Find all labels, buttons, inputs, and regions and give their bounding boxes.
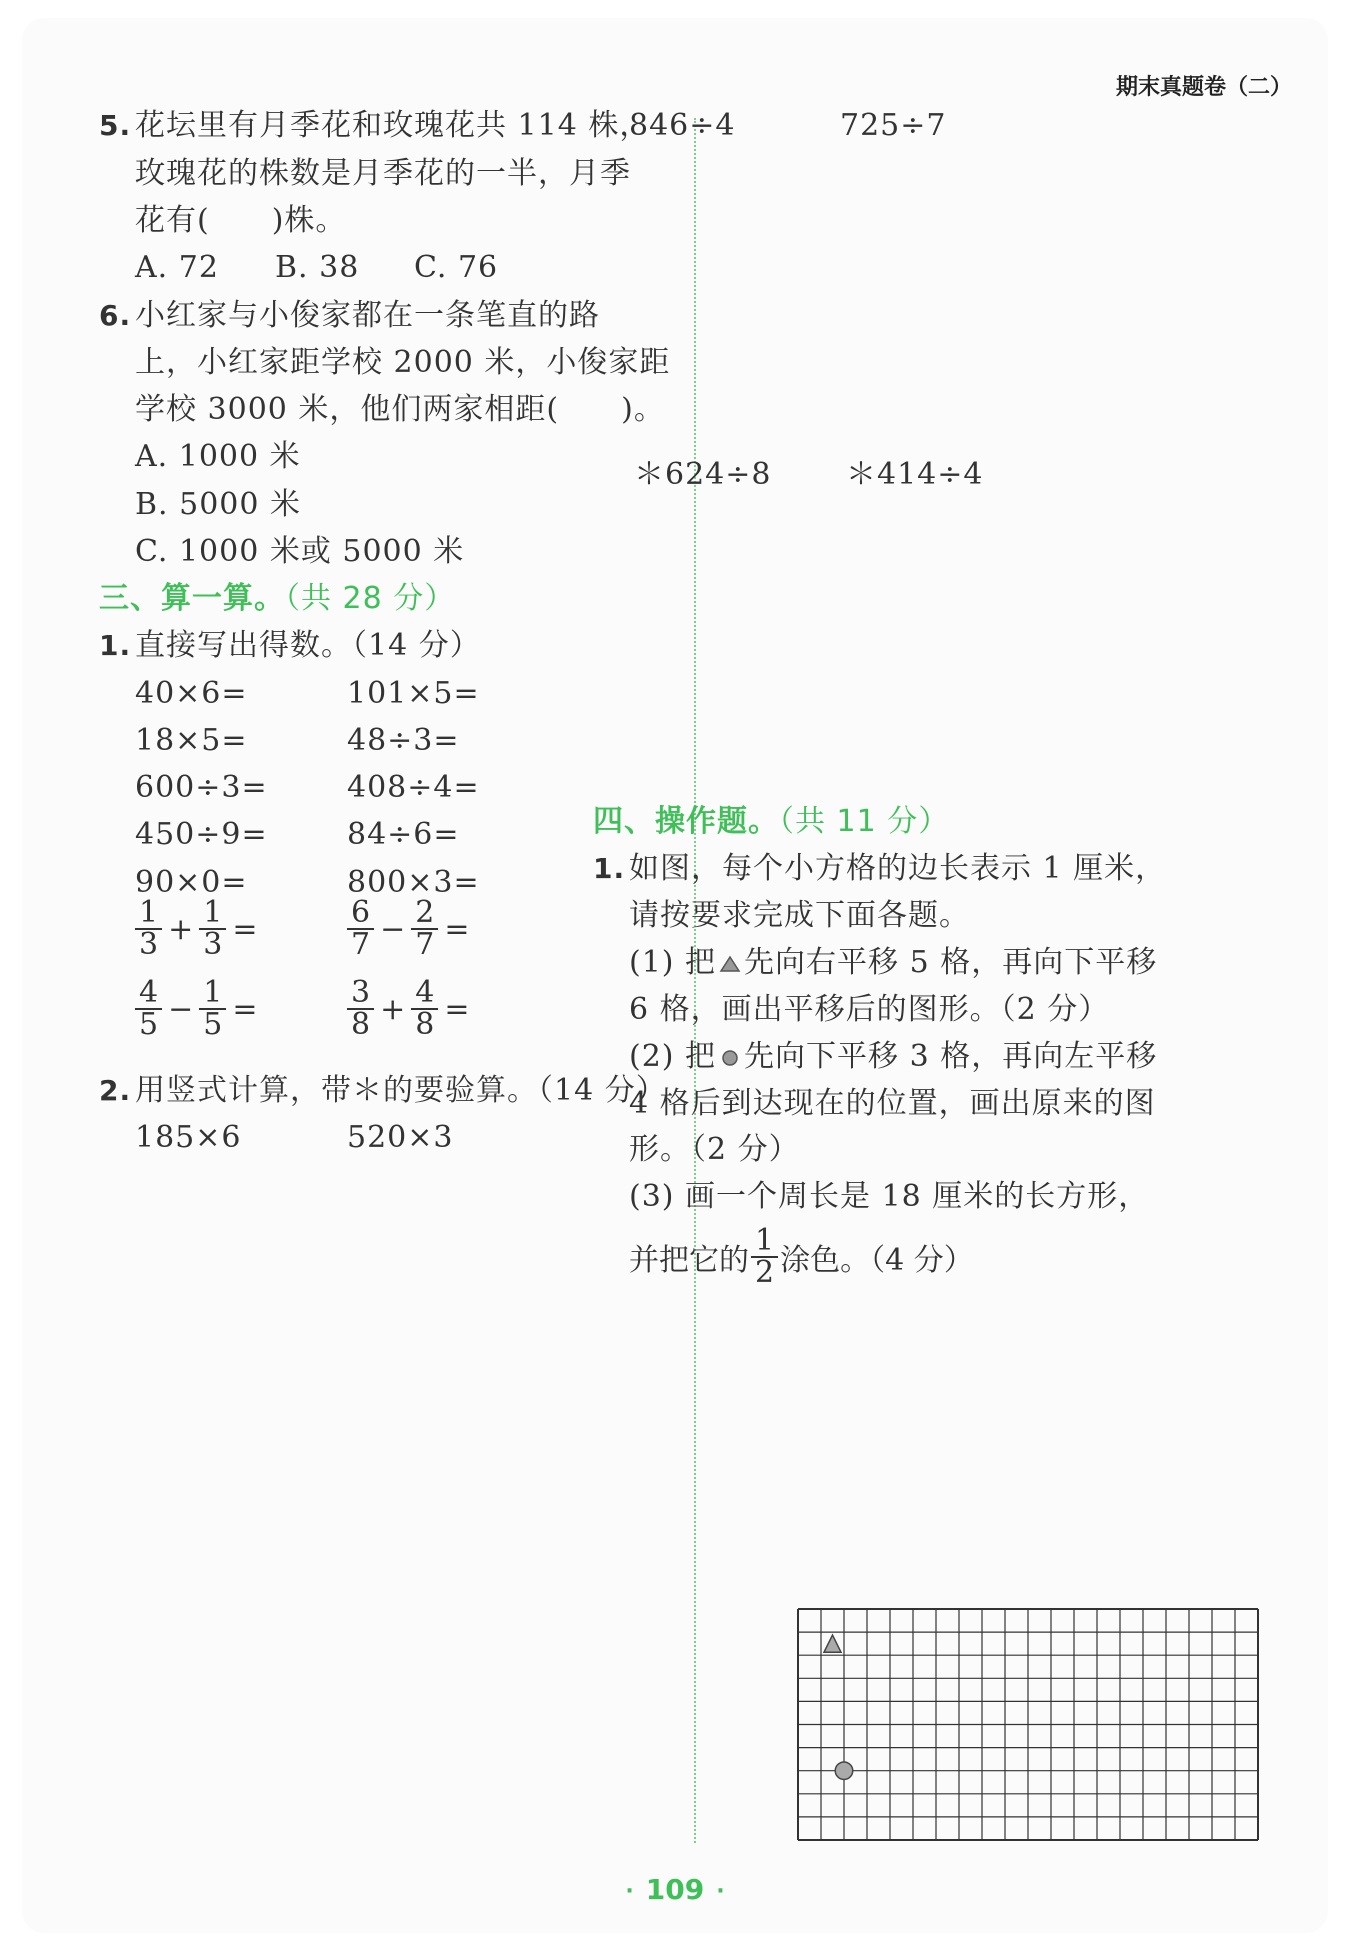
option-c: C. 76 xyxy=(414,250,499,285)
grid-circle-icon xyxy=(835,1762,852,1779)
vertical-calc-item: 520×3 xyxy=(347,1120,454,1155)
grid-triangle-icon xyxy=(824,1635,841,1652)
option-b: B. 5000 米 xyxy=(135,487,302,522)
calc-item: 84÷6= xyxy=(347,817,460,852)
section-heading xyxy=(99,579,455,619)
vertical-calc-item: 846÷4 xyxy=(629,108,736,143)
exam-title: 期末真题卷（二） xyxy=(1115,75,1292,100)
sub-question-2: (2) 把 先向下平移 3 格，再向左平移 xyxy=(629,1039,1158,1074)
calc-item: 450÷9= xyxy=(135,817,268,852)
calc-item: 408÷4= xyxy=(347,770,480,805)
section-title: 三、算一算。 xyxy=(99,581,285,616)
section-points: （共 28 分） xyxy=(285,581,456,616)
fraction: 3 8 xyxy=(347,978,374,1040)
question-number: 1. xyxy=(99,629,132,662)
option-a: A. 72 xyxy=(135,250,219,285)
fraction-expression: 6 7 − $\frac{2}{7}$ = xyxy=(345,898,473,960)
circle-icon xyxy=(719,1047,741,1069)
section-points: （共 11 分） xyxy=(779,804,950,839)
fraction: 1 2 xyxy=(751,1226,778,1288)
section-heading xyxy=(593,802,949,842)
vertical-calc-item: 185×6 xyxy=(135,1120,242,1155)
calc-item: 800×3= xyxy=(347,865,480,900)
sub-question-3: (3) 画一个周长是 18 厘米的长方形， xyxy=(629,1179,1150,1214)
calc-item: 40×6= xyxy=(135,676,248,711)
grid-svg xyxy=(797,1608,1259,1841)
vertical-calc-item: ＊414÷4 xyxy=(846,457,984,492)
question-text: 请按要求完成下面各题。 xyxy=(629,898,970,933)
question-text: 上，小红家距学校 2000 米，小俊家距 xyxy=(135,345,671,380)
question-text: 花有( )株。 xyxy=(135,203,347,238)
sub-question-3-line2: 并把它的 1 2 涂色。（4 分） xyxy=(629,1223,974,1290)
option-b: B. 38 xyxy=(275,250,360,285)
fraction: $\frac{1}{3}$ xyxy=(199,898,226,960)
fraction-expression: 4 5 − $\frac{1}{5}$ = xyxy=(133,978,261,1040)
fraction: 4 5 xyxy=(135,978,162,1040)
question-number: 5. xyxy=(99,109,132,142)
calc-item: 18×5= xyxy=(135,723,248,758)
question-text: 玫瑰花的株数是月季花的一半，月季 xyxy=(135,156,631,191)
question-text: 4 格后到达现在的位置，画出原来的图 xyxy=(629,1086,1156,1121)
option-a: A. 1000 米 xyxy=(135,439,301,474)
question-number: 6. xyxy=(99,299,132,332)
vertical-calc-item: ＊624÷8 xyxy=(634,457,772,492)
fraction: $\frac{4}{8}$ xyxy=(411,978,438,1040)
question-text: 花坛里有月季花和玫瑰花共 114 株， xyxy=(135,108,651,143)
question-text: 6 格，画出平移后的图形。（2 分） xyxy=(629,992,1110,1027)
fraction: $\frac{2}{7}$ xyxy=(411,898,438,960)
square-grid[interactable] xyxy=(797,1608,1259,1841)
fraction: $\frac{1}{5}$ xyxy=(199,978,226,1040)
question-text: 学校 3000 米，他们两家相距( )。 xyxy=(135,392,665,427)
vertical-calc-item: 725÷7 xyxy=(840,108,947,143)
question-number: 2. xyxy=(99,1074,132,1107)
calc-item: 600÷3= xyxy=(135,770,268,805)
question-text: 小红家与小俊家都在一条笔直的路 xyxy=(135,298,600,333)
question-text: 直接写出得数。（14 分） xyxy=(135,628,481,663)
page-number: · 109 · xyxy=(625,1873,725,1906)
section-title: 四、操作题。 xyxy=(593,804,779,839)
calc-item: 48÷3= xyxy=(347,723,460,758)
question-text: 用竖式计算，带＊的要验算。（14 分） xyxy=(135,1073,667,1108)
question-number: 1. xyxy=(593,852,626,885)
option-c: C. 1000 米或 5000 米 xyxy=(135,534,465,569)
question-text: 形。（2 分） xyxy=(629,1132,800,1167)
calc-item: 90×0= xyxy=(135,865,248,900)
calc-item: 101×5= xyxy=(347,676,480,711)
fraction: 6 7 xyxy=(347,898,374,960)
fraction-expression: 1 3 + $\frac{1}{3}$ = xyxy=(133,898,261,960)
sub-question-1: (1) 把 先向右平移 5 格，再向下平移 xyxy=(629,945,1158,980)
fraction: 1 3 xyxy=(135,898,162,960)
triangle-icon xyxy=(719,954,741,974)
worksheet-page xyxy=(22,18,1328,1933)
fraction-expression: 3 8 + $\frac{4}{8}$ = xyxy=(345,978,473,1040)
question-text: 如图，每个小方格的边长表示 1 厘米， xyxy=(629,851,1167,886)
